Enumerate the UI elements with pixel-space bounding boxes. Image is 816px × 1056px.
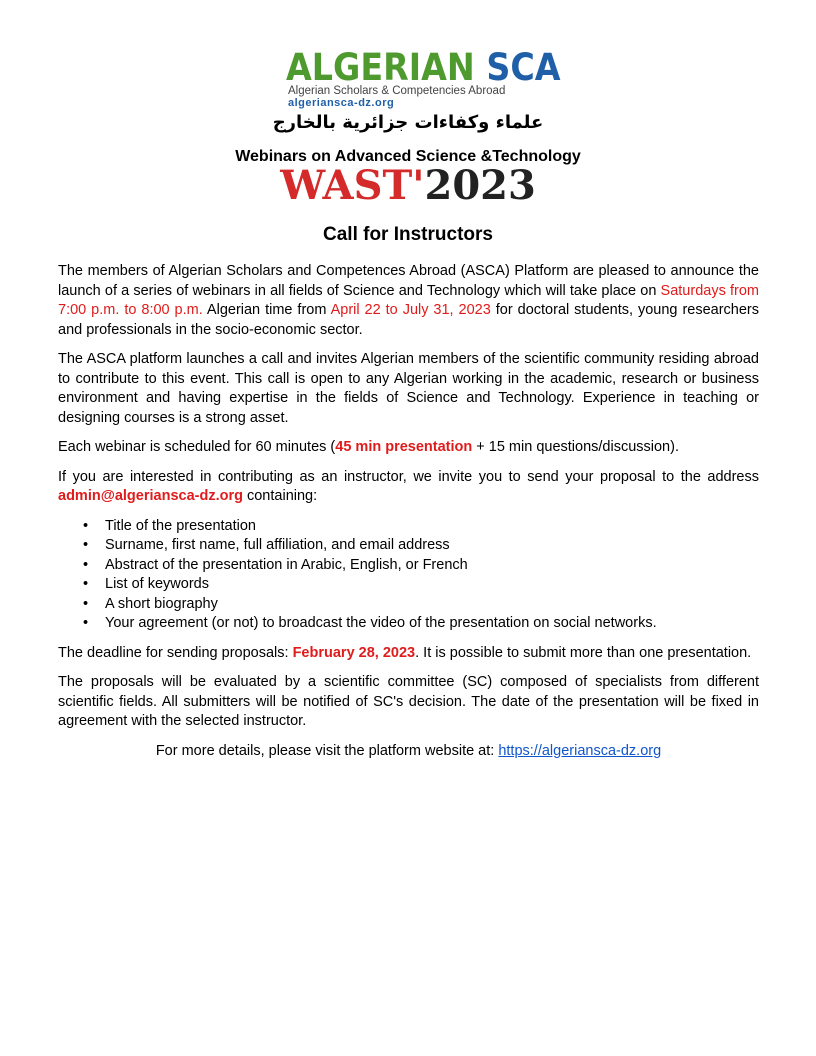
- bullet-icon: •: [83, 517, 89, 534]
- bullet-icon: •: [83, 576, 89, 592]
- contact-email[interactable]: admin@algeriansca-dz.org: [58, 488, 243, 504]
- intro-paragraph: The members of Algerian Scholars and Competences Abroad (ASCA) Platform are pleased to announce the launch of a series of webinars in all fields of Science and Technology which will take place on Saturdays from 7:00 p.m. to 8:00 p.m. Algerian time from April 22 to July 31, 2023 for doctoral students, young researchers and professionals in the socio-economic sector.: [58, 263, 760, 338]
- website-link[interactable]: https://algeriansca-dz.org: [498, 742, 662, 759]
- call-paragraph: The ASCA platform launches a call and invites Algerian members of the scientific community residing abroad to contribute to this event. This call is open to any Algerian working in the academic, research or business environment and having expertise in the fields of Science and Technology. Experience in teaching or designing courses is a strong asset.: [58, 351, 759, 426]
- list-item: • List of keywords: [58, 575, 759, 595]
- asca-logo: [286, 46, 561, 109]
- list-item: • Surname, first name, full affiliation, and email address: [58, 536, 759, 556]
- logo-url: algeriansca-dz.org: [288, 97, 395, 109]
- list-item: • Your agreement (or not) to broadcast the video of the presentation on social networks.: [58, 614, 759, 634]
- requirements-list: [58, 517, 759, 634]
- list-item: • Title of the presentation: [58, 517, 759, 537]
- page-title: Call for Instructors: [323, 224, 493, 245]
- event-logo: [0, 163, 816, 209]
- deadline-date: February 28, 2023: [292, 644, 416, 661]
- presentation-duration: 45 min presentation: [335, 439, 473, 455]
- event-name: WAST': [280, 162, 425, 209]
- schedule-highlight: Saturdays from 7:00 p.m. to 8:00 p.m.: [58, 282, 759, 318]
- document-body: [58, 262, 759, 761]
- list-item: • Abstract of the presentation in Arabic, English, or French: [58, 556, 759, 576]
- list-item: • A short biography: [58, 595, 759, 615]
- logo-word-algerian: ALGERIAN: [286, 46, 475, 89]
- evaluation-paragraph: The proposals will be evaluated by a scientific committee (SC) composed of specialists from different scientific fields. All submitters will be notified of SC's decision. The date of the presentation will be fixed in agreement with the selected instructor.: [58, 674, 759, 729]
- deadline-paragraph: The deadline for sending proposals: February 28, 2023. It is possible to submit more than one presentation.: [58, 644, 752, 661]
- event-subtitle: Webinars on Advanced Science &Technology: [235, 148, 581, 165]
- duration-paragraph: Each webinar is scheduled for 60 minutes (45 min presentation + 15 min questions/discussion).: [58, 439, 679, 455]
- logo-word-sca: SCA: [486, 46, 561, 89]
- bullet-icon: •: [83, 556, 89, 573]
- contact-paragraph: If you are interested in contributing as an instructor, we invite you to send your proposal to the address admin@algeriansca-dz.org containing:: [58, 468, 759, 504]
- logo-tagline: Algerian Scholars & Competencies Abroad: [288, 85, 506, 97]
- bullet-icon: •: [83, 595, 89, 612]
- bullet-icon: •: [83, 537, 89, 553]
- event-year: 2023: [424, 162, 536, 209]
- bullet-icon: •: [83, 615, 89, 631]
- footer: For more details, please visit the platform website at: https://algeriansca-dz.org: [155, 742, 662, 759]
- logo-wordmark: [286, 46, 561, 89]
- dates-highlight: April 22 to July 31, 2023: [330, 302, 491, 318]
- arabic-title: علماء وكفاءات جزائرية بالخارج: [272, 112, 544, 133]
